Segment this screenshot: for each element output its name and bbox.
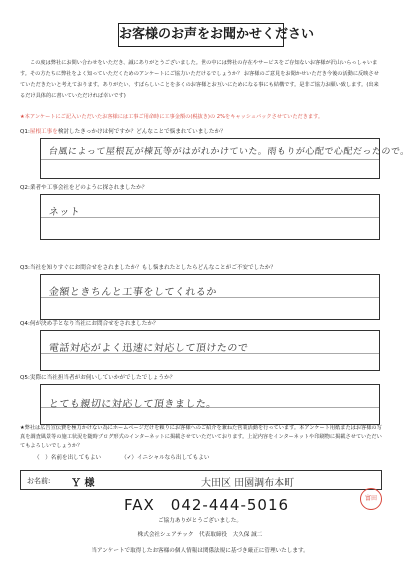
option-name[interactable]: （ ）名前を出してもよい [34,455,102,461]
page-title: お客様のお声をお聞かせください [118,23,284,47]
seal-stamp: 富田 [360,488,382,510]
question-label: Q3:当社を知りすぐにお問合せをされましたか？もし悩まれたとしたらどんなことがご不安でしたか？ [20,265,276,271]
answer-box [40,330,380,371]
thanks-text: ご協力ありがとうございました。 [158,518,242,524]
answer-box [40,384,380,425]
answer-text: ネット [48,207,81,218]
privacy-note: 当アンケートで取得したお客様の個人情報は関係法規に基づき厳正に管理いたします。 [91,548,309,554]
answer-text: とても親切に対応して頂きました。 [48,399,218,410]
question-label: Q1:屋根工事を検討したきっかけは何ですか？どんなことで悩まれていましたか？ [20,129,226,135]
name-label: お名前: [27,477,51,485]
question-label: Q5:実際に当社担当者がお伺いしていかがでしたでしょうか？ [20,375,176,381]
company-name: 株式会社シェアテック 代表取締役 大久保 誠二 [137,532,263,538]
option-initial[interactable]: （✓）イニシャルなら出してもよい [121,455,210,461]
consent-text: ★弊社は広告宣伝費を極力かけない為にホームページだけを頼りにお客様へのご紹介を兼ねた営業活動を行っています。本アンケート用紙またはお客様の写真を調査風景等の施工状況を随時ブログ形式のインターネットに掲載させていただいております。上記内容をインターネットや印刷物に掲載させていただいてもよろしいでしょうか？ [20,425,382,449]
question-label: Q4:何が決め手となり当社にお問合せをされましたか？ [20,321,159,327]
answer-box [40,138,411,179]
answer-text: 電話対応がよく迅速に対応して頂けたので [48,343,249,354]
question-2 [20,184,382,240]
answer-box [40,194,380,240]
address-handwritten: 大田区 田園調布本町 [201,478,295,489]
intro-text: この度は弊社にお問い合わせをいただき、誠にありがとうございました。世の中には弊社の存在やサービスをご存知ないお客様が沢山いらっしゃいます。その方たちに弊社をよく知っていただくためのアンケートにご協力いただけるでしょうか？ お客様のご意見をお聞かせいただき今後の活動に反映させていただきたいと考えております。ありがたい、すばらしいことを多くのお客様とお互いにためになる事にも結構です。是非ご協力お願い致します。(出来るだけ具体的に書いていただければ幸いです) [20,60,379,99]
question-3 [20,264,382,320]
answer-box [40,274,380,320]
name-value: Ｙ 様 [71,478,95,489]
answer-text: 金額ときちんと工事をしてくれるか [48,287,218,298]
fax-number: FAX 042-444-5016 [124,496,290,514]
answer-text: 台風によって屋根瓦が棟瓦等がはがれかけていた。雨もりが心配で心配だったので。 [48,147,411,157]
question-5 [20,374,382,425]
consent-options [34,453,209,461]
question-label: Q2:業者や工事会社をどのように探されましたか？ [20,185,148,191]
question-1 [20,128,411,179]
cashback-notice: ★本アンケートにご記入いただいたお客様には工事ご用命時に工事金額の(税抜き)の 2%をキャッシュバックさせていただきます。 [20,114,324,120]
question-4 [20,320,382,371]
name-row [20,470,382,490]
